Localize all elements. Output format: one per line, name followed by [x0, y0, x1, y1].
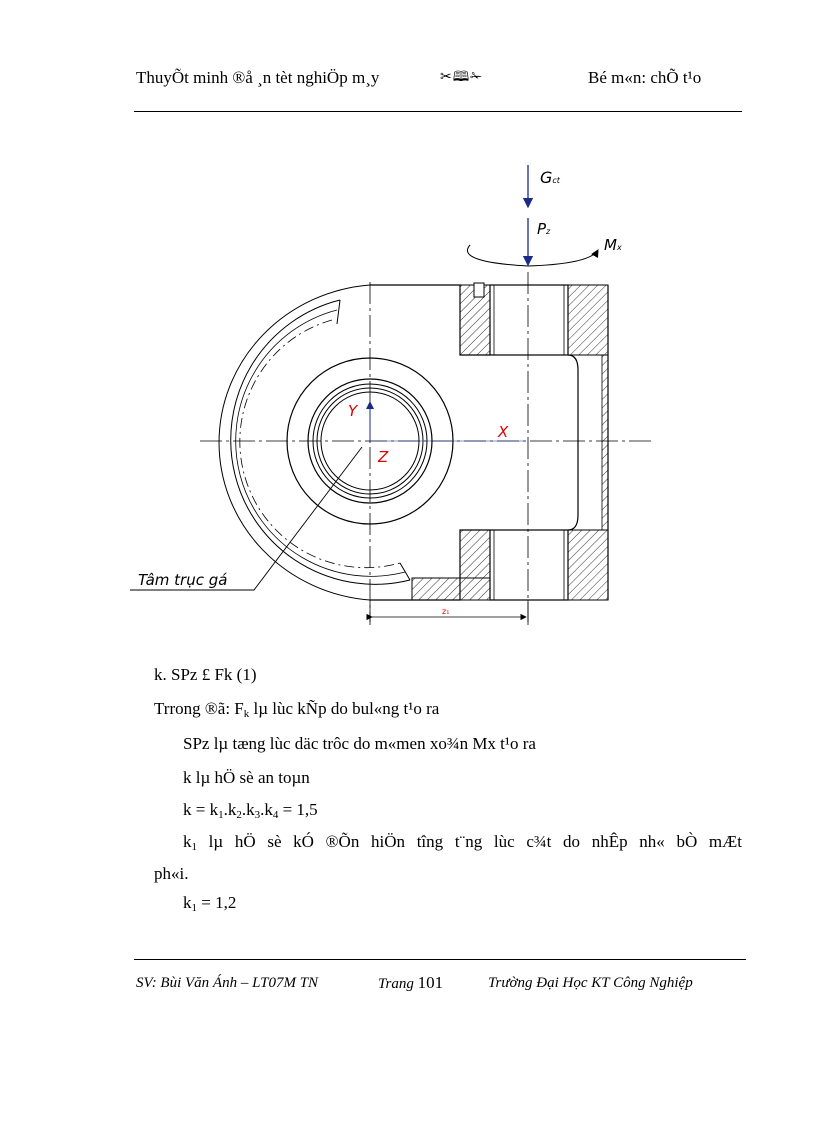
paragraph-k1: $k_1$ lµ hÖ sè kÓ ®Õn hiÖn tîng t¨ng lùc c¾t do nhÊp nh« bÒ mÆt: [183, 832, 742, 853]
header-title: ThuyÕt minh ®å ¸n tèt nghiÖp m¸y: [136, 68, 380, 87]
footer-divider: [134, 959, 746, 960]
paragraph-fk: Trrong ®ã: $F_k$ lµ lùc kÑp do bul«ng t¹o ra: [154, 699, 440, 720]
hatch-bottom-flange: [412, 578, 490, 600]
pin-top: [474, 283, 484, 297]
bore-bottom: [490, 530, 568, 600]
paragraph-spz: SPz lµ tæng lùc däc trôc do m«men xo¾n Mx t¹o ra: [183, 734, 536, 753]
bore-top: [490, 285, 568, 355]
label-g: Gct: [540, 168, 560, 187]
arrow-mx: [467, 245, 598, 266]
label-pz: Pz: [537, 220, 551, 238]
callout-leader: [130, 447, 362, 590]
dim-label: z₁: [442, 607, 450, 616]
hatch-right-bottom: [568, 530, 608, 600]
page-number: 101: [417, 973, 444, 992]
arc-inner-1: [231, 300, 410, 584]
label-x: X: [498, 423, 509, 441]
arc-end-top: [337, 300, 340, 324]
arc-end-bottom: [400, 563, 410, 580]
label-y: Y: [348, 402, 358, 420]
formula-k: $k = k_1.k_2.k_3.k_4 = 1,5$: [183, 800, 318, 821]
footer-author: SV: Bùi Văn Ánh – LT07M TN: [136, 975, 319, 991]
housing-right: [568, 355, 578, 530]
arc-dashed: [240, 320, 400, 568]
header-department: Bé m«n: chÕ t¹o: [588, 68, 702, 87]
hatch-right-top: [568, 285, 608, 355]
label-z: Z: [378, 448, 389, 466]
hatch-bottom-block: [460, 530, 490, 578]
footer-page: Trang 101: [378, 973, 444, 992]
technical-drawing: [120, 155, 660, 635]
paragraph-k1-cont: ph«i.: [154, 864, 189, 883]
arc-inner-2: [236, 310, 405, 576]
header-ornament-icon: ✂🕮✁: [440, 70, 483, 85]
formula-k1: $k_1 = 1,2$: [183, 893, 237, 914]
footer-school: Trường Đại Học KT Công Nghiệp: [488, 975, 693, 991]
callout-label: Tâm trục gá: [138, 571, 228, 589]
housing-slot: [602, 355, 608, 530]
header-divider: [134, 111, 742, 112]
label-mx: Mx: [604, 236, 622, 254]
formula-condition: k. SPz £ Fk (1): [154, 665, 257, 684]
paragraph-k: k lµ hÖ sè an toµn: [183, 768, 310, 787]
